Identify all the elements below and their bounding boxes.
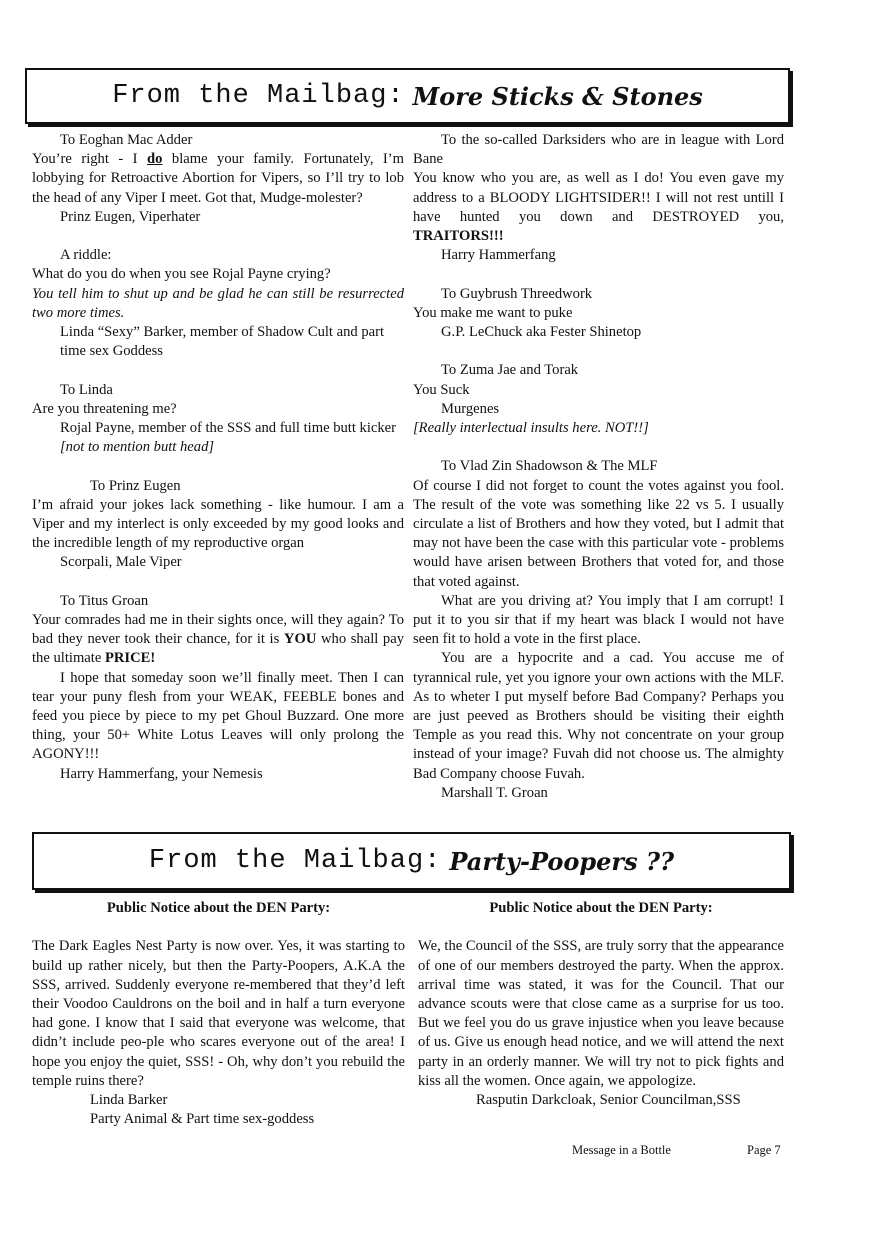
notice-heading: Public Notice about the DEN Party: bbox=[489, 900, 713, 916]
letter-body: Are you threatening me? bbox=[32, 400, 177, 417]
notice-heading: Public Notice about the DEN Party: bbox=[106, 900, 331, 916]
letter-body: I’m afraid your jokes lack something - like humour. I am a Viper and my interlect is only exceeded by my good looks and the incredible length of my reproductive organ bbox=[32, 496, 404, 552]
letter-body: You’re right - I do blame your family. Fortunately, I’m lobbying for Retroactive Abortion for Vipers, so I’ll try to lob the head of any Viper I meet. Got that, Mudge-molester? bbox=[32, 151, 405, 206]
letter-signature: Harry Hammerfang, your Nemesis bbox=[60, 765, 263, 782]
mailbag-banner-party-poopers bbox=[32, 832, 791, 890]
letter-body: What do you do when you see Rojal Payne crying? bbox=[32, 266, 331, 283]
letter-recipient: To Eoghan Mac Adder bbox=[60, 132, 193, 148]
letter-body: You Suck bbox=[413, 381, 470, 398]
banner-prefix: From the Mailbag: bbox=[148, 846, 442, 876]
notice-signature-title: Party Animal & Part time sex-goddess bbox=[90, 1111, 315, 1128]
letter-recipient: To Prinz Eugen bbox=[90, 477, 181, 494]
letter-body: Of course I did not forget to count the votes against you fool. The result of the vote was something like 22 vs 5. I usually circulate a list of Brothers and how they voted, but I admit that may not have been the case with this particular vote - problems would have arisen between Brothers that voted for, and those that voted against. bbox=[413, 477, 784, 590]
letter-recipient: To the so-called Darksiders who are in league with Lord Bane bbox=[413, 132, 784, 168]
letter-body: You tell him to shut up and be glad he can still be resurrected two more times. bbox=[32, 285, 404, 321]
mailbag-banner-sticks-stones bbox=[25, 68, 790, 124]
notice-column-right bbox=[418, 899, 784, 1110]
letter-signature: Scorpali, Male Viper bbox=[60, 554, 182, 571]
letter-signature: Rojal Payne, member of the SSS and full time butt kicker [not to mention butt head] bbox=[60, 420, 397, 456]
notice-body: The Dark Eagles Nest Party is now over. Yes, it was starting to build up rather nicely, but then the Party-Poopers, A.K.A the SSS, arrived. Suddenly everyone re-membered that they’d left their Voodoo Cauldrons on the boil and in half a turn everyone had gone. I know that I said that everyone was welcome, that didn’t include peo-ple who scares everyone out of the area! I hope you enjoy the quiet, SSS! - Oh, why don’t you rebuild the temple ruins there? bbox=[32, 938, 405, 1089]
letter-body: Your comrades had me in their sights once, will they again? To bad they never took their chance, for it is YOU who shall pay the ultimate PRICE! bbox=[32, 612, 404, 667]
notice-signature: Rasputin Darkcloak, Senior Councilman,SSS bbox=[476, 1092, 741, 1109]
letter-signature: G.P. LeChuck aka Fester Shinetop bbox=[441, 324, 642, 341]
letter-body: You know who you are, as well as I do! You even gave my address to a BLOODY LIGHTSIDER!! I will not rest untill I have hunted you down and DESTROYED you, TRAITORS!!! bbox=[413, 170, 784, 245]
letters-column-left bbox=[32, 131, 404, 784]
banner-title: Party-Poopers ?? bbox=[449, 846, 675, 876]
letter-body: I hope that someday soon we’ll finally meet. Then I can tear your puny flesh from your WEAK, FEEBLE bones and feed you piece by piece to my pet Ghoul Buzzard. One more thing, your 50+ White Lotus Leaves will only prolong the AGONY!!! bbox=[32, 669, 404, 763]
letter-recipient: To Zuma Jae and Torak bbox=[441, 362, 579, 379]
letter-recipient: To Vlad Zin Shadowson & The MLF bbox=[441, 458, 658, 475]
letter-recipient: A riddle: bbox=[60, 247, 112, 264]
editor-note: [Really interlectual insults here. NOT!!] bbox=[413, 420, 649, 437]
letter-signature: Linda “Sexy” Barker, member of Shadow Cult and part time sex Goddess bbox=[60, 324, 385, 360]
notice-signature: Linda Barker bbox=[90, 1092, 168, 1109]
publication-name: Message in a Bottle bbox=[572, 1143, 671, 1157]
notice-body: We, the Council of the SSS, are truly sorry that the appearance of one of our members destroyed the party. When the approx. arrival time was stated, it was for the Council. That our advance scouts were that close came as a surprise for us too. But we feel you do us grave injustice when you leave because of us. Give us enough head notice, and we will attend the next party in an orderly manner. We will try not to pick fights and kiss all the women. Once again, we appologize. bbox=[418, 938, 784, 1089]
letter-recipient: To Linda bbox=[60, 381, 113, 398]
notice-column-left bbox=[32, 899, 405, 1129]
letter-signature: Murgenes bbox=[441, 400, 500, 417]
letter-signature: Marshall T. Groan bbox=[441, 784, 548, 801]
banner-title: More Sticks & Stones bbox=[412, 81, 703, 111]
letters-column-right bbox=[413, 131, 784, 803]
letter-signature: Prinz Eugen, Viperhater bbox=[60, 208, 201, 225]
banner-prefix: From the Mailbag: bbox=[112, 81, 405, 111]
letter-signature: Harry Hammerfang bbox=[441, 247, 556, 264]
letter-body: You are a hypocrite and a cad. You accuse me of tyrannical rule, yet you ignore your own actions with the MLF. As to wheter I put myself before Bad Company? Perhaps you are just peeved as Brothers should be visiting their eighth Temple as you read this. Why not concentrate on your group instead of your image? Fuvah did not choose us. The almighty Bad Company choose Fuvah. bbox=[413, 650, 784, 782]
letter-recipient: To Guybrush Threedwork bbox=[441, 285, 593, 302]
letter-body: You make me want to puke bbox=[413, 304, 573, 321]
letter-body: What are you driving at? You imply that I am corrupt! I put it to you sir that if my heart was black I would not have seen fit to hold a vote in the first place. bbox=[413, 592, 784, 648]
letter-recipient: To Titus Groan bbox=[60, 592, 149, 609]
page-number: Page 7 bbox=[747, 1143, 781, 1157]
